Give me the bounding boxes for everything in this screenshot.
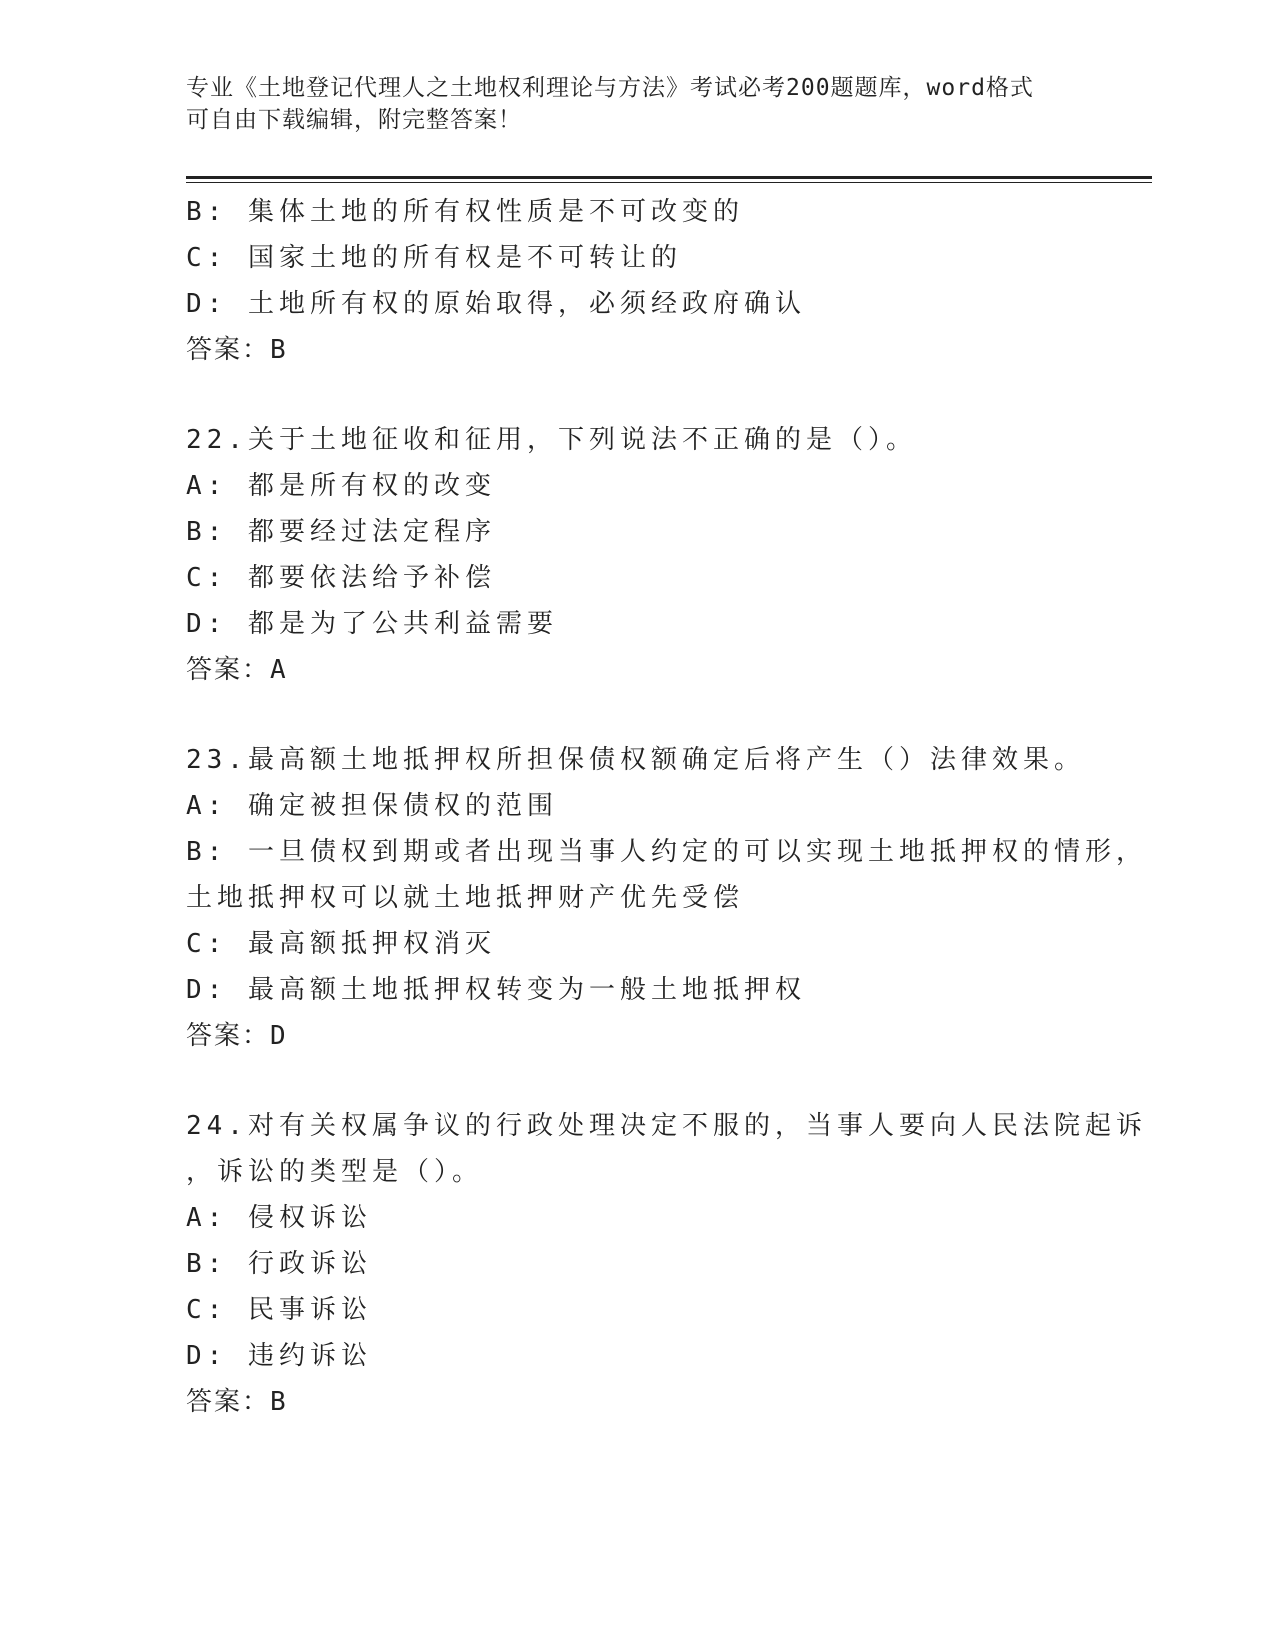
question-list bbox=[186, 189, 1147, 1425]
option-d: D: 都是为了公共利益需要 bbox=[186, 609, 558, 639]
question-text: 24.对有关权属争议的行政处理决定不服的，当事人要向人民法院起诉 bbox=[186, 1111, 1147, 1141]
option-a: A: 都是所有权的改变 bbox=[186, 471, 496, 501]
answer-line: 答案：B bbox=[186, 1387, 288, 1417]
block-spacer bbox=[186, 693, 1106, 737]
option-b: B: 都要经过法定程序 bbox=[186, 517, 496, 547]
header-divider-thick bbox=[186, 176, 1152, 179]
question-block-22 bbox=[186, 417, 1106, 693]
question-block-21 bbox=[186, 189, 1106, 373]
option-c: C: 民事诉讼 bbox=[186, 1295, 372, 1325]
option-b: B: 行政诉讼 bbox=[186, 1249, 372, 1279]
header-divider-thin bbox=[186, 182, 1152, 183]
option-b-continued: 土地抵押权可以就土地抵押财产优先受偿 bbox=[186, 883, 745, 913]
block-spacer bbox=[186, 373, 1106, 417]
question-text-continued: ，诉讼的类型是（）。 bbox=[186, 1157, 484, 1187]
question-block-24 bbox=[186, 1103, 1147, 1425]
option-d: D: 违约诉讼 bbox=[186, 1341, 372, 1371]
option-c: C: 都要依法给予补偿 bbox=[186, 563, 496, 593]
question-text: 22.关于土地征收和征用，下列说法不正确的是（）。 bbox=[186, 425, 917, 455]
answer-line: 答案：D bbox=[186, 1021, 288, 1051]
option-c: C: 最高额抵押权消灭 bbox=[186, 929, 496, 959]
option-a: A: 确定被担保债权的范围 bbox=[186, 791, 558, 821]
document-header bbox=[186, 72, 1086, 136]
option-b: B: 一旦债权到期或者出现当事人约定的可以实现土地抵押权的情形， bbox=[186, 837, 1147, 867]
option-a: A: 侵权诉讼 bbox=[186, 1203, 372, 1233]
answer-line: 答案：B bbox=[186, 335, 288, 365]
question-block-23 bbox=[186, 737, 1147, 1059]
option-c: C: 国家土地的所有权是不可转让的 bbox=[186, 243, 682, 273]
question-text: 23.最高额土地抵押权所担保债权额确定后将产生（）法律效果。 bbox=[186, 745, 1085, 775]
header-line-1: 专业《土地登记代理人之土地权利理论与方法》考试必考200题题库，word格式 bbox=[186, 75, 1034, 101]
option-d: D: 土地所有权的原始取得，必须经政府确认 bbox=[186, 289, 806, 319]
option-d: D: 最高额土地抵押权转变为一般土地抵押权 bbox=[186, 975, 806, 1005]
block-spacer bbox=[186, 1059, 1106, 1103]
answer-line: 答案：A bbox=[186, 655, 288, 685]
option-b: B: 集体土地的所有权性质是不可改变的 bbox=[186, 197, 744, 227]
header-line-2: 可自由下载编辑，附完整答案！ bbox=[186, 107, 522, 133]
